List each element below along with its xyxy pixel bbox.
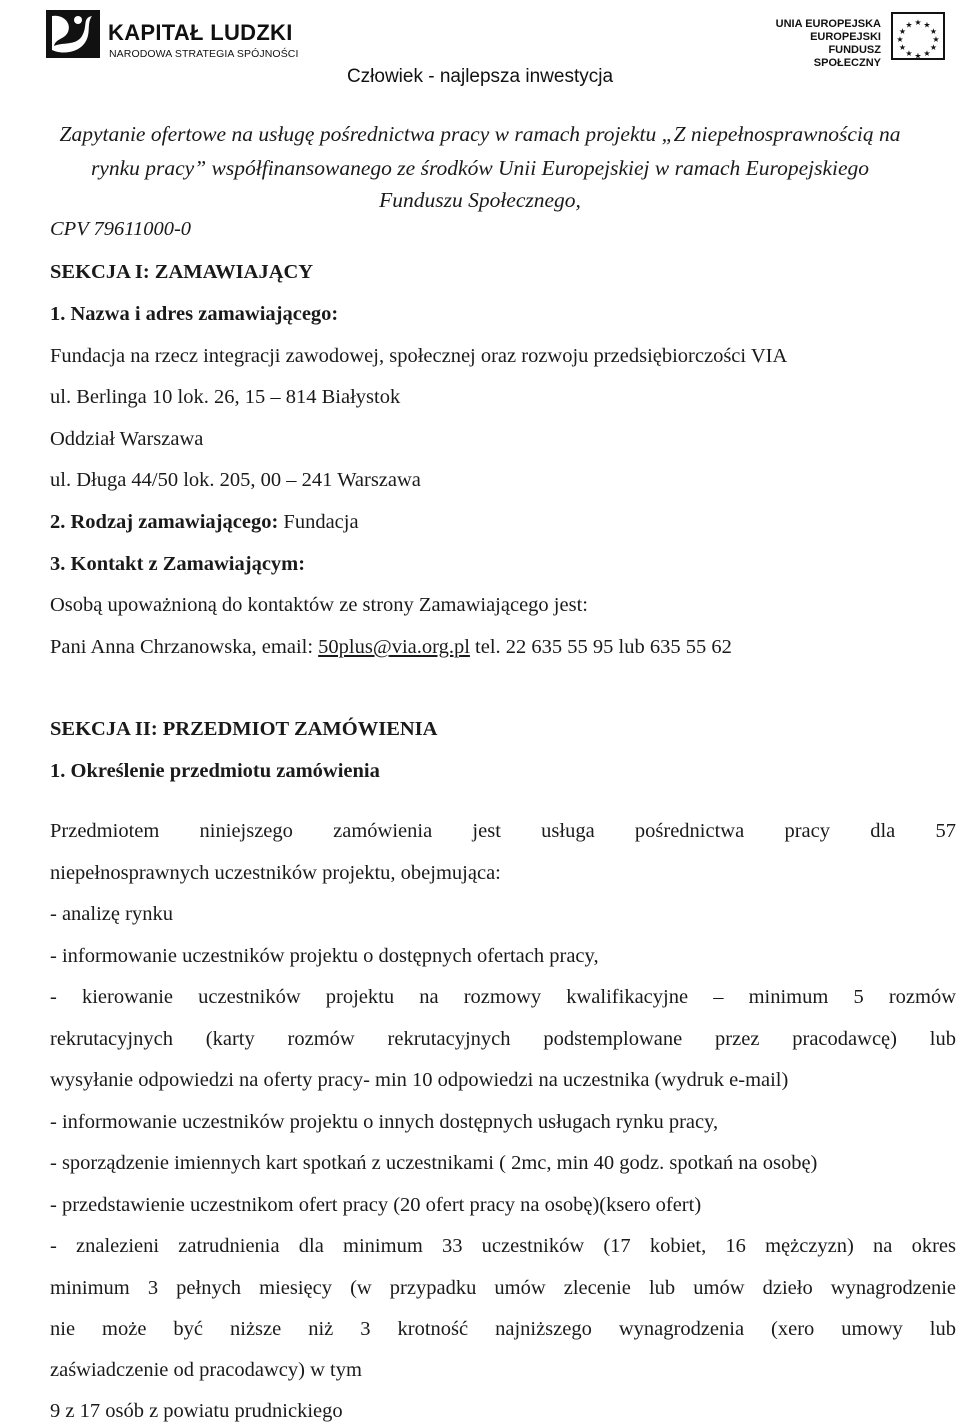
section1-item1-label: 1. Nazwa i adres zamawiającego:	[50, 303, 339, 325]
section1-item2-label: 2. Rodzaj zamawiającego:	[50, 511, 279, 533]
eu-logo-text	[770, 18, 881, 70]
scope-line: wysyłanie odpowiedzi na oferty pracy- min 10 odpowiedzi na uczestnika (wydruk e-mail)	[50, 1069, 789, 1091]
contact-phone: tel. 22 635 55 95 lub 635 55 62	[469, 636, 732, 658]
scope-line: zaświadczenie od pracodawcy) w tym	[50, 1359, 362, 1381]
kapital-ludzki-logo	[42, 6, 299, 64]
kapital-ludzki-title: KAPITAŁ LUDZKI	[108, 20, 293, 45]
svg-text:★: ★	[896, 35, 904, 44]
svg-text:★: ★	[929, 27, 938, 36]
scope-line: rekrutacyjnych (karty rozmów rekrutacyjnych podstemplowane przez pracodawcę) lub	[50, 1028, 956, 1050]
svg-text:★: ★	[898, 43, 907, 52]
scope-line: - znalezieni zatrudnienia dla minimum 33 uczestników (17 kobiet, 16 mężczyzn) na okres	[50, 1235, 956, 1257]
svg-text:★: ★	[898, 27, 907, 36]
motto: Człowiek - najlepsza inwestycja	[346, 66, 614, 87]
svg-text:★: ★	[905, 20, 913, 30]
svg-text:★: ★	[914, 51, 922, 60]
scope-line: nie może być niższe niż 3 krotność najniższego wynagrodzenia (xero umowy lub	[50, 1318, 956, 1340]
scope-line: - przedstawienie uczestnikom ofert pracy (20 ofert pracy na osobę)(ksero ofert)	[50, 1194, 702, 1216]
eu-logo-line3: FUNDUSZ SPOŁECZNY	[813, 44, 881, 69]
eu-logo-line2: EUROPEJSKI	[810, 31, 881, 43]
document-title-line3: Funduszu Społecznego,	[379, 188, 581, 212]
scope-line: 9 z 17 osób z powiatu prudnickiego	[50, 1400, 343, 1422]
organization-name: Fundacja na rzecz integracji zawodowej, społecznej oraz rozwoju przedsiębiorczości VIA	[50, 345, 788, 367]
svg-text:★: ★	[932, 35, 940, 44]
scope-line: - kierowanie uczestników projektu na rozmowy kwalifikacyjne – minimum 5 rozmów	[50, 986, 956, 1008]
contact-email-link[interactable]: 50plus@via.org.pl	[318, 636, 470, 658]
eu-flag-icon	[891, 12, 945, 60]
section1-item2-value: Fundacja	[278, 511, 359, 533]
address-bialystok: ul. Berlinga 10 lok. 26, 15 – 814 Białystok	[50, 386, 401, 408]
document-title-line1: Zapytanie ofertowe na usługę pośrednictwa pracy w ramach projektu „Z niepełnosprawnością na	[59, 122, 901, 146]
contact-line	[50, 634, 732, 660]
svg-text:★: ★	[905, 49, 913, 58]
svg-text:★: ★	[923, 49, 931, 58]
contact-person: Pani Anna Chrzanowska, email:	[50, 636, 319, 658]
section2-heading: SEKCJA II: PRZEDMIOT ZAMÓWIENIA	[50, 718, 438, 740]
scope-line: minimum 3 pełnych miesięcy (w przypadku umów zlecenie lub umów dzieło wynagrodzenie	[50, 1277, 956, 1299]
eu-logo-line1: UNIA EUROPEJSKA	[775, 18, 881, 30]
kapital-ludzki-emblem-icon	[42, 6, 104, 62]
scope-line: Przedmiotem niniejszego zamówienia jest usługa pośrednictwa pracy dla 57	[50, 820, 956, 842]
section1-item3-label: 3. Kontakt z Zamawiającym:	[50, 553, 306, 575]
scope-line: niepełnosprawnych uczestników projektu, obejmująca:	[50, 862, 501, 884]
scope-line: - informowanie uczestników projektu o dostępnych ofertach pracy,	[50, 945, 599, 967]
kapital-ludzki-subtitle: NARODOWA STRATEGIA SPÓJNOŚCI	[109, 48, 299, 60]
svg-text:★: ★	[929, 43, 938, 52]
page-header	[0, 0, 960, 100]
scope-line: - sporządzenie imiennych kart spotkań z uczestnikami ( 2mc, min 40 godz. spotkań na osobę)	[50, 1152, 818, 1174]
address-warszawa: ul. Długa 44/50 lok. 205, 00 – 241 Warszawa	[50, 469, 421, 491]
svg-text:★: ★	[914, 18, 922, 27]
scope-line: - informowanie uczestników projektu o innych dostępnych usługach rynku pracy,	[50, 1111, 719, 1133]
section1-heading: SEKCJA I: ZAMAWIAJĄCY	[50, 261, 314, 283]
section1-item2	[50, 509, 359, 535]
contact-intro: Osobą upoważnioną do kontaktów ze strony Zamawiającego jest:	[50, 594, 588, 616]
document-title-line2: rynku pracy” współfinansowanego ze środków Unii Europejskiej w ramach Europejskiego	[90, 156, 870, 180]
svg-text:★: ★	[923, 20, 931, 30]
cpv-code: CPV 79611000-0	[50, 218, 192, 240]
section2-item1-label: 1. Określenie przedmiotu zamówienia	[50, 760, 380, 782]
eu-social-fund-logo	[770, 12, 945, 69]
branch-name: Oddział Warszawa	[50, 428, 204, 450]
scope-line: - analizę rynku	[50, 903, 173, 925]
